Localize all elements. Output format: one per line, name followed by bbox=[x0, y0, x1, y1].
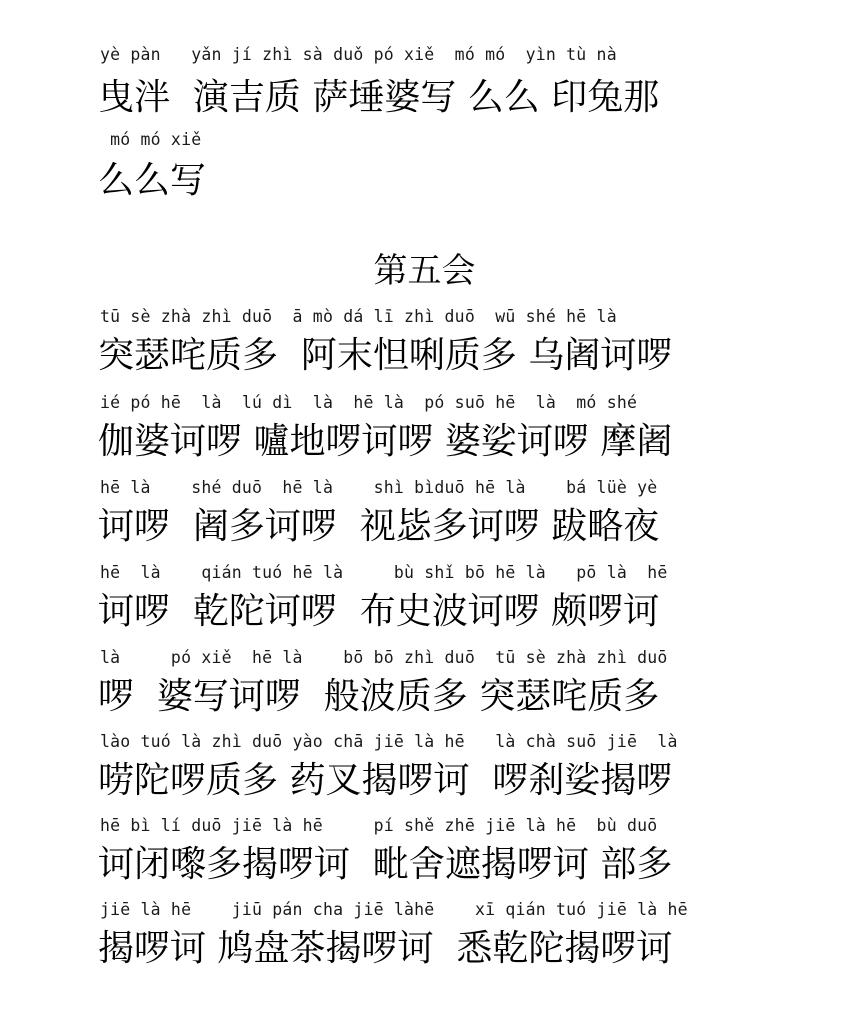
hanzi-line: 诃啰 乾陀诃啰 布史波诃啰 颇啰诃 bbox=[98, 591, 660, 632]
hanzi-line: 诃闭嚟多揭啰诃 毗舍遮揭啰诃 部多 bbox=[98, 844, 673, 885]
hanzi-line: 诃啰 阇多诃啰 视毖多诃啰 跋略夜 bbox=[98, 506, 660, 547]
pinyin-line: lào tuó là zhì duō yào chā jiē là hē là chà suō jiē là bbox=[100, 732, 678, 751]
hanzi-line: 啰 婆写诃啰 般波质多 突瑟咤质多 bbox=[98, 676, 660, 717]
hanzi-line: 么么写 bbox=[98, 160, 207, 201]
pinyin-line: yè pàn yǎn jí zhì sà duǒ pó xiě mó mó yìn tù nà bbox=[100, 45, 617, 64]
pinyin-line: hē bì lí duō jiē là hē pí shě zhē jiē là hē bù duō bbox=[100, 816, 658, 835]
pinyin-line: mó mó xiě bbox=[100, 130, 202, 149]
pinyin-line: hē là qián tuó hē là bù shǐ bō hē là pō là hē bbox=[100, 563, 668, 582]
pinyin-line: là pó xiě hē là bō bō zhì duō tū sè zhà zhì duō bbox=[100, 648, 668, 667]
hanzi-line: 唠陀啰质多 药叉揭啰诃 啰刹娑揭啰 bbox=[98, 760, 673, 801]
section-title: 第五会 bbox=[373, 251, 476, 291]
hanzi-line: 曳泮 演吉质 萨埵婆写 么么 印兔那 bbox=[98, 77, 660, 118]
pinyin-line: ié pó hē là lú dì là hē là pó suō hē là mó shé bbox=[100, 393, 638, 412]
hanzi-line: 突瑟咤质多 阿末怛唎质多 乌阇诃啰 bbox=[98, 335, 673, 376]
hanzi-line: 伽婆诃啰 嚧地啰诃啰 婆娑诃啰 摩阇 bbox=[98, 421, 673, 462]
pinyin-line: jiē là hē jiū pán cha jiē làhē xī qián tuó jiē là hē bbox=[100, 900, 688, 919]
hanzi-line: 揭啰诃 鸠盘茶揭啰诃 悉乾陀揭啰诃 bbox=[98, 928, 673, 969]
pinyin-line: hē là shé duō hē là shì bìduō hē là bá lüè yè bbox=[100, 478, 658, 497]
pinyin-line: tū sè zhà zhì duō ā mò dá lī zhì duō wū shé hē là bbox=[100, 307, 617, 326]
